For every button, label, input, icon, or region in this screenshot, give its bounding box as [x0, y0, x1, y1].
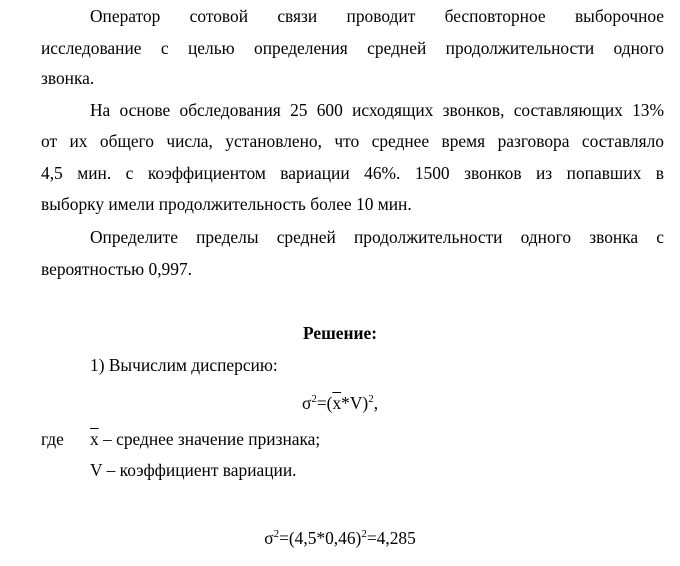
mean-symbol: $\overline{x}$: [90, 429, 99, 449]
formula-variation: *V): [341, 393, 369, 413]
calc-expression: =(4,5*0,46): [279, 528, 362, 548]
where-definition-mean: [90, 427, 320, 451]
formula-exponent: 2: [311, 393, 317, 405]
problem-paragraph-1-line-2: исследование с целью определения средней продолжительности одного: [41, 38, 664, 58]
problem-paragraph-3-line-2: вероятностью 0,997.: [41, 259, 192, 279]
problem-paragraph-1-line-1: Оператор сотовой связи проводит бесповторное выборочное: [90, 6, 664, 26]
problem-paragraph-2-line-3: 4,5 мин. с коэффициентом вариации 46%. 1500 звонков из попавших в: [41, 163, 664, 183]
problem-paragraph-3-line-1: Определите пределы средней продолжительности одного звонка с: [90, 227, 664, 247]
where-definition-variation: V – коэффициент вариации.: [90, 460, 297, 480]
solution-step-1: 1) Вычислим дисперсию:: [90, 355, 278, 375]
calc-sigma: σ: [264, 528, 274, 548]
where-line-1: [0, 427, 680, 451]
problem-paragraph-1-line-3: звонка.: [41, 68, 95, 88]
variance-calculation: [0, 526, 680, 550]
formula-sigma: σ: [301, 393, 312, 413]
calc-exponent-2: 2: [361, 528, 367, 540]
formula-open: =(: [316, 393, 333, 413]
problem-paragraph-2-line-1: На основе обследования 25 600 исходящих звонков, составляющих 13%: [90, 100, 664, 120]
variance-formula: [0, 391, 680, 415]
formula-tail: ,: [373, 393, 379, 413]
calc-result: =4,285: [366, 528, 416, 548]
mean-definition-text: – среднее значение признака;: [98, 429, 321, 449]
problem-paragraph-2-line-2: от их общего числа, установлено, что среднее время разговора составляло: [41, 131, 664, 151]
solution-heading: Решение:: [302, 323, 378, 343]
formula-exponent-2: 2: [368, 393, 374, 405]
problem-paragraph-2-line-4: выборку имели продолжительность более 10 мин.: [41, 194, 412, 214]
calc-exponent: 2: [273, 528, 280, 540]
formula-mean-symbol: $\overline{x}$: [332, 393, 342, 413]
where-label: где: [41, 429, 64, 449]
